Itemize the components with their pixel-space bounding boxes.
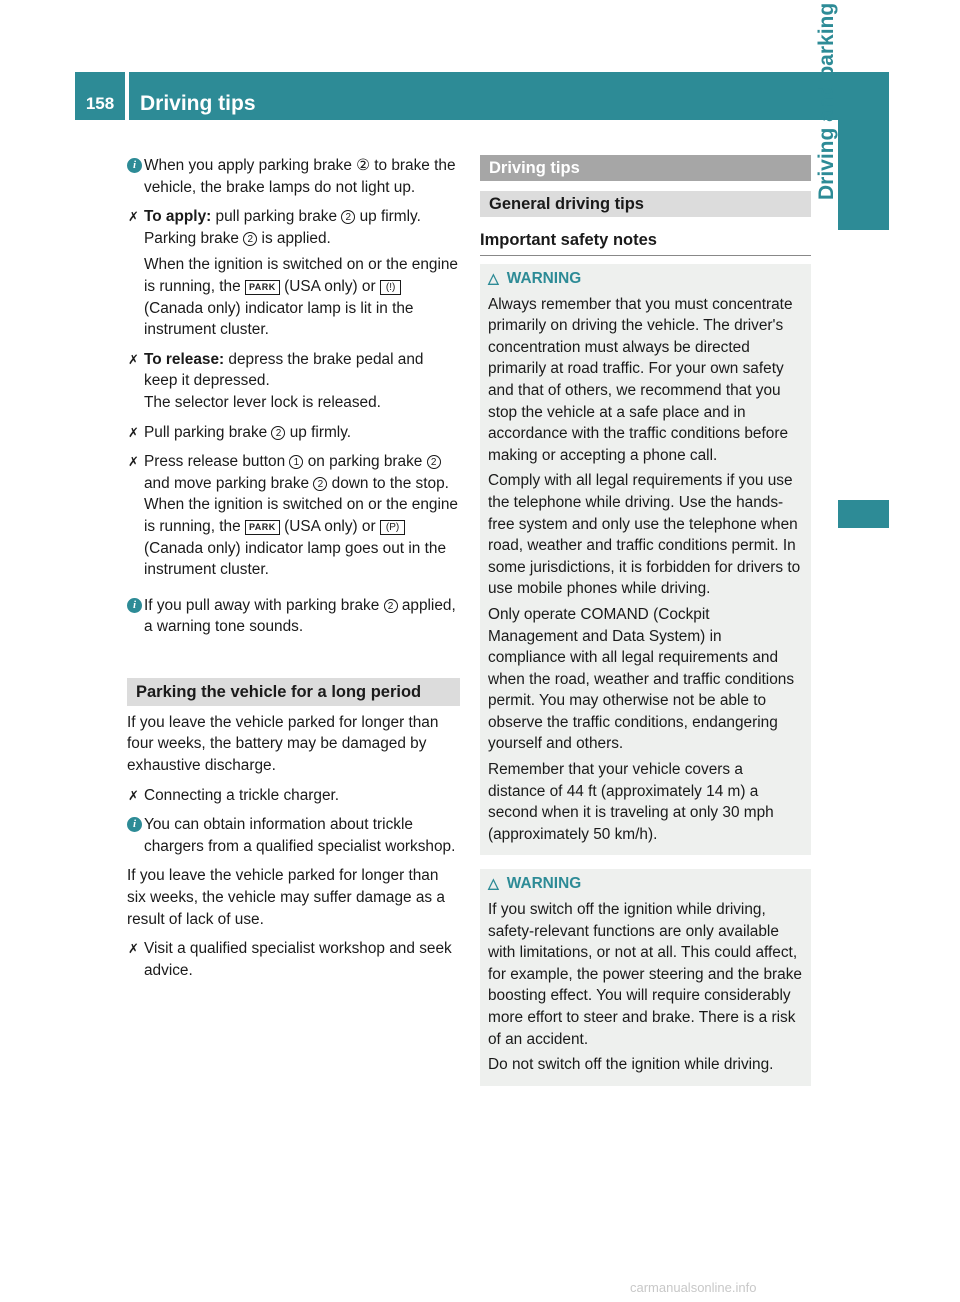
- step-text: down to the stop.: [327, 474, 449, 492]
- step-release: [127, 349, 460, 414]
- step-text: (Canada only) indicator lamp goes out in the instrument cluster.: [144, 539, 447, 579]
- note-text: You can obtain information about trickle chargers from a qualified specialist workshop.: [144, 816, 456, 855]
- step-text: Parking brake: [144, 229, 244, 247]
- step-arrow-icon: ✗: [128, 351, 139, 367]
- warning-title: [488, 873, 803, 895]
- step-text: When the ignition is switched on or the engine is running, the: [144, 496, 458, 535]
- step-visit: [127, 938, 460, 981]
- park-symbol: PARK: [245, 280, 280, 295]
- step-text: Pull parking brake: [144, 423, 272, 441]
- step-arrow-icon: ✗: [128, 454, 139, 470]
- note-text: If you pull away with parking brake: [144, 596, 384, 614]
- step-charger: [127, 785, 460, 807]
- warning-label: WARNING: [506, 270, 582, 287]
- callout-2: 2: [271, 426, 285, 440]
- info-note: [127, 814, 460, 857]
- step-text: When the ignition is switched on or the engine is running, the: [144, 256, 458, 295]
- sub-heading: General driving tips: [480, 191, 811, 217]
- warning-title: [488, 268, 803, 290]
- canada-park-symbol: (P): [380, 520, 405, 535]
- side-tab-marker: [838, 500, 889, 528]
- info-icon: i: [127, 598, 142, 613]
- info-note: [127, 155, 460, 198]
- step-text: Press release button: [144, 453, 290, 471]
- step-text: up firmly.: [355, 208, 421, 226]
- info-icon: i: [127, 817, 142, 832]
- left-column: [127, 155, 460, 989]
- side-tab-label: Driving and parking: [815, 2, 838, 200]
- warning-box: [480, 264, 811, 855]
- info-icon: i: [127, 158, 142, 173]
- warning-paragraph: Comply with all legal requirements if you use the telephone while driving. Use the hands-free system and only use the telephone when road, weather and traffic conditions permit. In some jurisdictions, it is forbidden for drivers to use mobile phones while driving.: [488, 472, 801, 598]
- step-label: To release:: [144, 350, 225, 368]
- header-title: Driving tips: [140, 92, 256, 115]
- section-heading: Parking the vehicle for a long period: [127, 678, 460, 706]
- warning-triangle-icon: △: [488, 875, 499, 892]
- step-text: up firmly.: [285, 423, 352, 441]
- main-heading: Driving tips: [480, 155, 811, 181]
- warning-paragraph: Remember that your vehicle covers a distance of 44 ft (approximately 14 m) a second when it is traveling at only 30 mph (approximately 50 km/h).: [488, 761, 774, 843]
- step-pull: [127, 422, 460, 444]
- step-text: The selector lever lock is released.: [144, 393, 381, 411]
- warning-label: WARNING: [506, 875, 582, 893]
- step-text: Connecting a trickle charger.: [144, 786, 340, 804]
- note-text: When you apply parking brake ② to brake the vehicle, the brake lamps do not light up.: [144, 157, 456, 196]
- side-tab-bar: [838, 120, 889, 230]
- info-note: [127, 595, 460, 638]
- callout-2: 2: [243, 232, 257, 246]
- callout-2: 2: [313, 477, 327, 491]
- warning-box: [480, 869, 811, 1085]
- step-arrow-icon: ✗: [128, 209, 139, 225]
- step-press-release: [127, 451, 460, 581]
- step-text: Visit a qualified specialist workshop and seek advice.: [144, 940, 452, 979]
- page-header: [75, 72, 889, 120]
- right-column: [480, 155, 811, 1100]
- warning-paragraph: If you switch off the ignition while driving, safety-relevant functions are only available with limitations, or not at all. This could affect, for example, the power steering and the brake boosting effect. You will require considerably more effort to steer and brake. There is a risk of an accident.: [488, 901, 802, 1048]
- header-separator: [125, 72, 129, 120]
- step-text: (USA only) or: [279, 517, 380, 535]
- warning-triangle-icon: △: [488, 270, 499, 286]
- warning-paragraph: Only operate COMAND (Cockpit Management and Data System) in compliance with all legal requirements and when the road, weather and traffic conditions permit. You may otherwise not be able to observe the traffic conditions, endangering yourself and others.: [488, 605, 795, 753]
- step-text: is applied.: [257, 229, 331, 247]
- step-arrow-icon: ✗: [128, 941, 139, 957]
- paragraph: If you leave the vehicle parked for longer than six weeks, the vehicle may suffer damage as a result of lack of use.: [127, 867, 445, 928]
- step-text: pull parking brake: [211, 208, 342, 226]
- page-number: 158: [85, 94, 115, 113]
- callout-1: 1: [289, 455, 303, 469]
- callout-2: 2: [427, 455, 441, 469]
- note-text: applied, a warning tone sounds.: [144, 596, 456, 636]
- step-arrow-icon: ✗: [128, 787, 139, 803]
- step-label: To apply:: [144, 208, 212, 226]
- paragraph: If you leave the vehicle parked for longer than four weeks, the battery may be damaged by exhaustive discharge.: [127, 713, 439, 775]
- step-apply: [127, 206, 460, 341]
- step-text: depress the brake pedal and keep it depressed.: [144, 350, 424, 390]
- safety-heading: Important safety notes: [480, 229, 811, 256]
- canada-brake-symbol: (!): [380, 280, 401, 295]
- footer-watermark: carmanualsonline.info: [630, 1280, 757, 1295]
- park-symbol: PARK: [245, 520, 280, 535]
- step-text: and move parking brake: [144, 474, 314, 492]
- step-text: (USA only) or: [279, 277, 380, 295]
- callout-2: 2: [384, 599, 398, 613]
- step-arrow-icon: ✗: [128, 424, 139, 440]
- warning-paragraph: Always remember that you must concentrate primarily on driving the vehicle. The driver's concentration must always be directed primarily at road traffic. For your own safety and that of others, we recommend that you stop the vehicle at a safe place and in accordance with the traffic conditions before making or accepting a phone call.: [488, 295, 793, 464]
- warning-paragraph: Do not switch off the ignition while driving.: [488, 1056, 774, 1074]
- callout-2: 2: [341, 210, 355, 224]
- step-text: (Canada only) indicator lamp is lit in the instrument cluster.: [144, 299, 414, 339]
- step-text: on parking brake: [303, 453, 427, 471]
